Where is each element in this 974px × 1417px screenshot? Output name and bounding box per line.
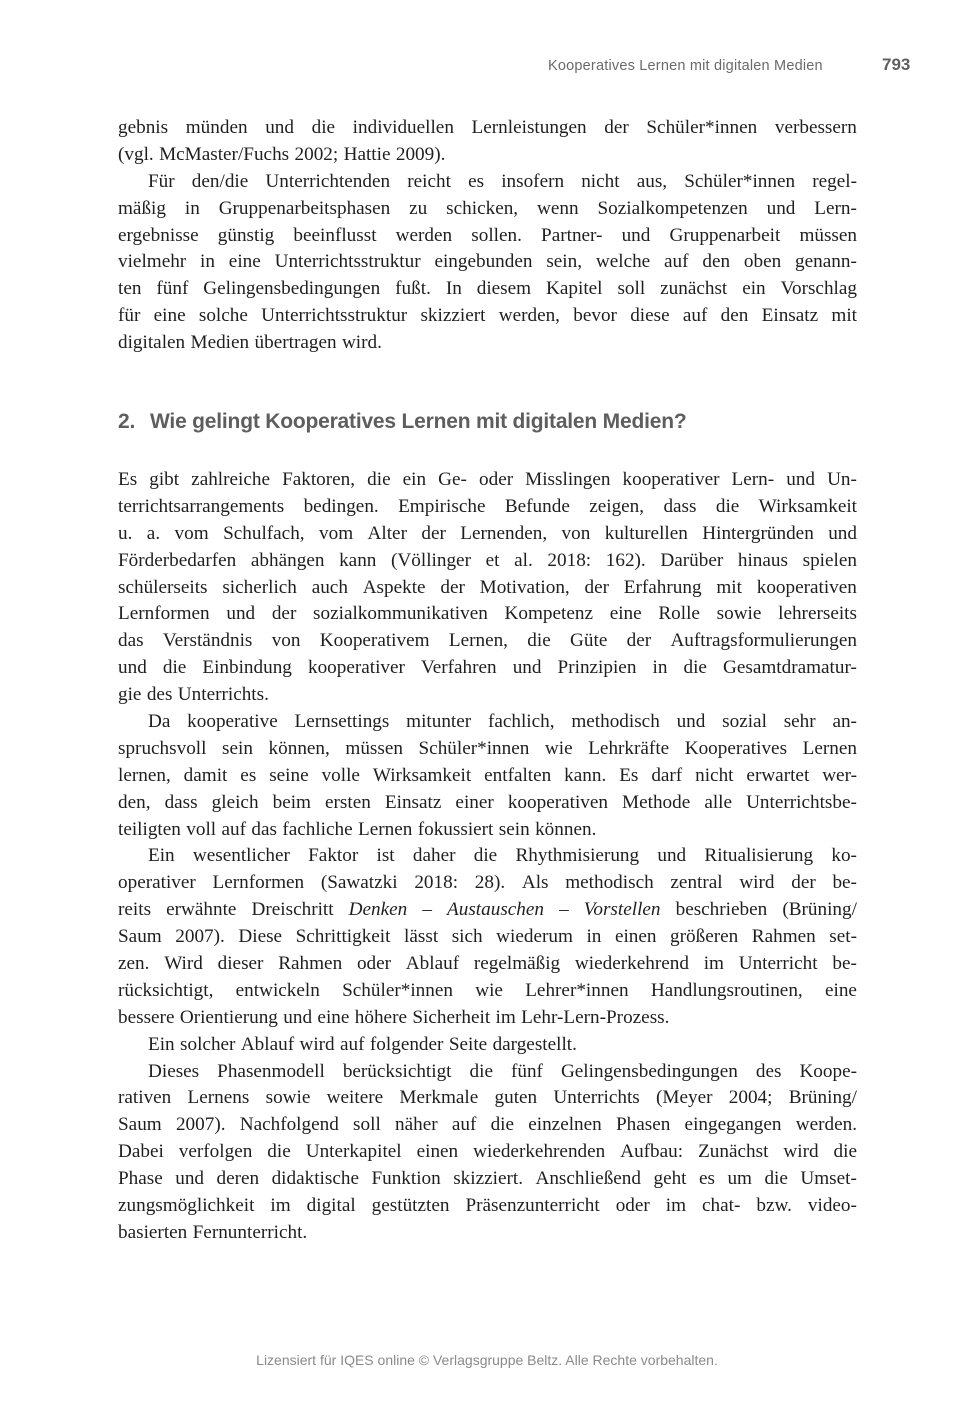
text-line: den, dass gleich beim ersten Einsatz einer kooperativen Methode alle Unterrichtsbe- [118,791,857,813]
license-footer: Lizensiert für IQES online © Verlagsgruppe Beltz. Alle Rechte vorbehalten. [256,1352,718,1368]
text-line: Dabei verfolgen die Unterkapitel einen wiederkehrenden Aufbau: Zunächst wird die [118,1141,857,1163]
text-line: vielmehr in eine Unterrichtsstruktur eingebunden sein, welche auf den oben genann- [118,251,857,273]
text-line: schülerseits sicherlich auch Aspekte der Motivation, der Erfahrung mit kooperativen [118,576,857,598]
text-line: Es gibt zahlreiche Faktoren, die ein Ge- oder Misslingen kooperativer Lern- und Un- [118,469,857,490]
text-line: gie des Unterrichts. [118,684,269,706]
text-line: terrichtsarrangements bedingen. Empirische Befunde zeigen, dass die Wirksamkeit [118,495,857,517]
text-line: und die Einbindung kooperativer Verfahren und Prinzipien in die Gesamtdramatur- [118,657,857,679]
text-line: Saum 2007). Nachfolgend soll näher auf die einzelnen Phasen eingegangen werden. [118,1114,857,1136]
text-line: Lernformen und der sozialkommunikativen Kompetenz eine Rolle sowie lehrerseits [118,603,857,625]
paragraph [118,1032,857,1059]
text-line: gebnis münden und die individuellen Lernleistungen der Schüler*innen verbessern [118,117,857,138]
text-line: Phase und deren didaktische Funktion skizziert. Anschließend geht es um die Umset- [118,1168,857,1190]
text-line: zungsmöglichkeit im digital gestützten Präsenzunterricht oder im chat- bzw. video- [118,1195,857,1217]
text-line: mäßig in Gruppenarbeitsphasen zu schicken, wenn Sozialkompetenzen und Lern- [118,197,857,219]
section-number: 2. [118,410,136,433]
text-line: u. a. vom Schulfach, vom Alter der Lernenden, von kulturellen Hintergründen und [118,522,857,544]
text-line: das Verständnis von Kooperativem Lernen, die Güte der Auftragsformulierungen [118,630,857,652]
intro-text [118,115,857,357]
paragraph [118,115,857,169]
paragraph [118,1059,857,1247]
paragraph [118,467,857,709]
text-line: bessere Orientierung und eine höhere Sicherheit im Lehr-Lern-Prozess. [118,1006,670,1028]
section-body [118,467,857,1247]
paragraph [118,843,857,1031]
text-line: reits erwähnte Dreischritt Denken – Austauschen – Vorstellen beschrieben (Brüning/ [118,899,857,921]
text-line: Dieses Phasenmodell berücksichtigt die fünf Gelingensbedingungen des Koope- [148,1060,857,1082]
text-line: (vgl. McMaster/Fuchs 2002; Hattie 2009). [118,143,446,165]
text-line: Für den/die Unterrichtenden reicht es insofern nicht aus, Schüler*innen regel- [148,170,857,192]
text-line: lernen, damit es seine volle Wirksamkeit entfalten kann. Es darf nicht erwartet wer- [118,764,857,786]
text-line: spruchsvoll sein können, müssen Schüler*innen wie Lehrkräfte Kooperatives Lernen [118,737,857,759]
running-title: Kooperatives Lernen mit digitalen Medien [548,58,823,74]
text-line: für eine solche Unterrichtsstruktur skizziert werden, bevor diese auf den Einsatz mit [118,305,857,327]
paragraph [118,169,857,357]
section-heading [118,410,686,434]
paragraph [118,709,857,843]
page-number: 793 [882,55,911,74]
text-line: rücksichtigt, entwickeln Schüler*innen wie Lehrer*innen Handlungsroutinen, eine [118,979,857,1001]
text-line: Förderbedarfen abhängen kann (Völlinger et al. 2018: 162). Darüber hinaus spielen [118,549,857,571]
section-title: Wie gelingt Kooperatives Lernen mit digitalen Medien? [150,410,687,433]
text-line: Da kooperative Lernsettings mitunter fachlich, methodisch und sozial sehr an- [148,711,857,733]
text-line: Ein wesentlicher Faktor ist daher die Rhythmisierung und Ritualisierung ko- [148,845,857,867]
text-line: ergebnisse günstig beeinflusst werden sollen. Partner- und Gruppenarbeit müssen [118,224,857,246]
text-line: Saum 2007). Diese Schrittigkeit lässt sich wiederum in einen größeren Rahmen set- [118,926,857,948]
text-line: basierten Fernunterricht. [118,1221,308,1243]
text-line: ten fünf Gelingensbedingungen fußt. In diesem Kapitel soll zunächst ein Vorschlag [118,278,857,300]
text-line: operativer Lernformen (Sawatzki 2018: 28). Als methodisch zentral wird der be- [118,872,857,894]
text-line: teiligten voll auf das fachliche Lernen fokussiert sein können. [118,818,597,840]
text-line: Ein solcher Ablauf wird auf folgender Seite dargestellt. [148,1033,577,1055]
text-line: rativen Lernens sowie weitere Merkmale guten Unterrichts (Meyer 2004; Brüning/ [118,1087,857,1109]
text-line: digitalen Medien übertragen wird. [118,332,382,354]
text-line: zen. Wird dieser Rahmen oder Ablauf regelmäßig wiederkehrend im Unterricht be- [118,953,857,975]
